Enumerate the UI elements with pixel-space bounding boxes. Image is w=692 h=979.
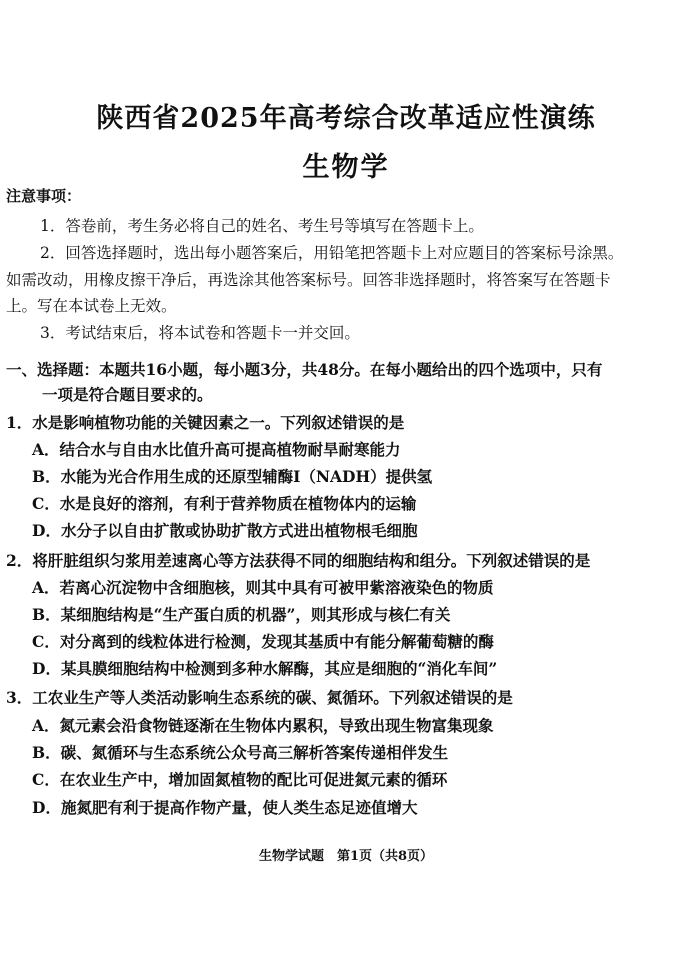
question-stem: 1．水是影响植物功能的关键因素之一。下列叙述错误的是 bbox=[6, 413, 405, 432]
option-b: B．某细胞结构是“生产蛋白质的机器”，则其形成与核仁有关 bbox=[32, 605, 451, 624]
option-a: A．氮元素会沿食物链逐渐在生物体内累积，导致出现生物富集现象 bbox=[32, 716, 494, 735]
option-b: B．水能为光合作用生成的还原型辅酶Ⅰ（NADH）提供氢 bbox=[32, 467, 433, 486]
subject-title: 生物学 bbox=[302, 152, 390, 183]
question-stem: 2．将肝脏组织匀浆用差速离心等方法获得不同的细胞结构和组分。下列叙述错误的是 bbox=[6, 551, 591, 570]
page-footer: 生物学试题 第1页（共8页） bbox=[258, 849, 434, 864]
option-c: C．水是良好的溶剂，有利于营养物质在植物体内的运输 bbox=[32, 494, 417, 513]
notice-item: 1．答卷前，考生务必将自己的姓名、考生号等填写在答题卡上。 bbox=[40, 217, 484, 235]
option-d: D．施氮肥有利于提高作物产量，使人类生态足迹值增大 bbox=[32, 798, 418, 817]
notice-item: 2．回答选择题时，选出每小题答案后，用铅笔把答题卡上对应题目的答案标号涂黑。 bbox=[40, 244, 624, 262]
option-b: B．碳、氮循环与生态系统公众号高三解析答案传递相伴发生 bbox=[32, 743, 449, 762]
notice-item: 3．考试结束后，将本试卷和答题卡一并交回。 bbox=[40, 324, 360, 342]
option-d: D．某具膜细胞结构中检测到多种水解酶，其应是细胞的“消化车间” bbox=[32, 659, 498, 678]
option-c: C．在农业生产中，增加固氮植物的配比可促进氮元素的循环 bbox=[32, 770, 448, 789]
section-heading-cont: 一项是符合题目要求的。 bbox=[42, 385, 213, 404]
option-a: A．结合水与自由水比值升高可提高植物耐旱耐寒能力 bbox=[32, 440, 401, 459]
exam-title: 陕西省2025年高考综合改革适应性演练 bbox=[96, 103, 596, 134]
notice-heading: 注意事项： bbox=[6, 187, 82, 205]
option-a: A．若离心沉淀物中含细胞核，则其中具有可被甲紫溶液染色的物质 bbox=[32, 578, 494, 597]
question-stem: 3．工农业生产等人类活动影响生态系统的碳、氮循环。下列叙述错误的是 bbox=[6, 688, 513, 707]
section-heading: 一、选择题：本题共16小题，每小题3分，共48分。在每小题给出的四个选项中，只有 bbox=[6, 360, 603, 379]
option-d: D．水分子以自由扩散或协助扩散方式进出植物根毛细胞 bbox=[32, 521, 418, 540]
notice-item: 如需改动，用橡皮擦干净后，再选涂其他答案标号。回答非选择题时，将答案写在答题卡 bbox=[6, 271, 611, 289]
notice-item: 上。写在本试卷上无效。 bbox=[6, 297, 177, 315]
option-c: C．对分离到的线粒体进行检测，发现其基质中有能分解葡萄糖的酶 bbox=[32, 632, 494, 651]
